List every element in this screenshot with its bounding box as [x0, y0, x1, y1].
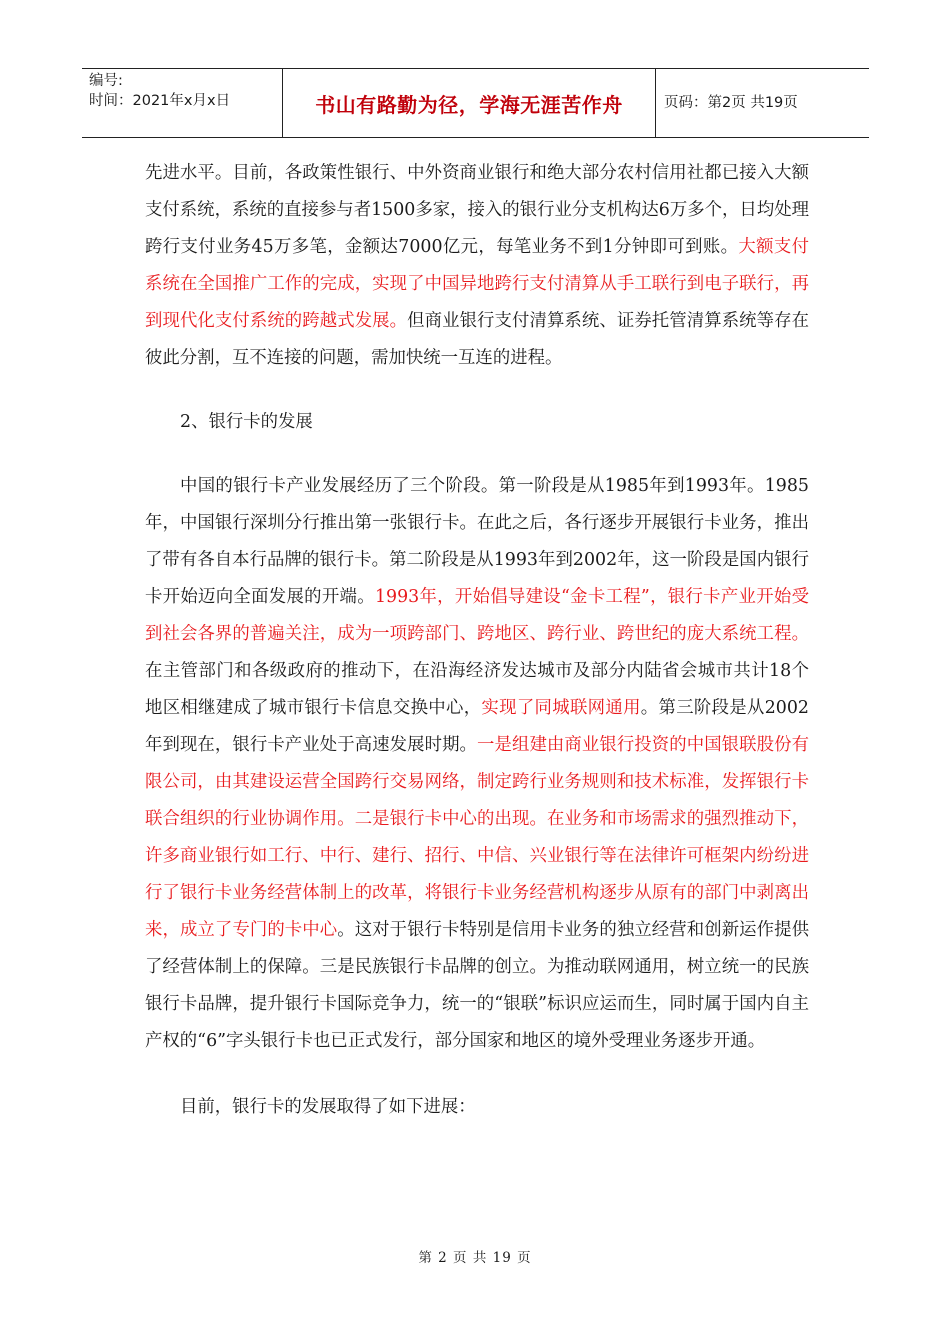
header-meta-cell — [82, 69, 283, 137]
section-heading-text: 2、银行卡的发展 — [180, 412, 313, 432]
highlighted-text-segment: 1993年，开始倡导建设“金卡工程”，银行卡产业开始受到社会各界的普遍关注，成为一项跨部门、跨地区、跨行业、跨世纪的庞大系统工程。 — [145, 587, 809, 644]
document-number-label: 编号: — [89, 73, 123, 89]
document-date-label: 时间：2021年x月x日 — [89, 93, 231, 109]
text-segment: 先进水平。目前，各政策性银行、中外资商业银行和绝大部分农村信用社都已接入大额支付系统，系统的直接参与者1500多家，接入的银行业分支机构达6万多个，日均处理跨行支付业务45万多笔，金额达7000亿元，每笔业务不到1分钟即可到账。 — [145, 163, 809, 257]
text-segment: 但商业银行支付清算系统、证券托管清算系统等存在彼此分割，互不连接的问题，需加快统一互连的进程。 — [145, 311, 809, 368]
paragraph-payment-system — [145, 155, 809, 377]
text-segment: 。这对于银行卡特别是信用卡业务的独立经营和创新运作提供了经营体制上的保障。三是民族银行卡品牌的创立。为推动联网通用，树立统一的民族银行卡品牌，提升银行卡国际竞争力，统一的“银联”标识应运而生，同时属于国内自主产权的“6”字头银行卡也已正式发行，部分国家和地区的境外受理业务逐步开通。 — [145, 920, 809, 1051]
highlighted-text-segment: 大额支付系统在全国推广工作的完成，实现了中国异地跨行支付清算从手工联行到电子联行，再到现代化支付系统的跨越式发展。 — [145, 237, 809, 331]
document-body — [145, 155, 809, 1126]
text-segment: 中国的银行卡产业发展经历了三个阶段。第一阶段是从1985年到1993年。1985年，中国银行深圳分行推出第一张银行卡。在此之后，各行逐步开展银行卡业务，推出了带有各自本行品牌的银行卡。第二阶段是从1993年到2002年，这一阶段是国内银行卡开始迈向全面发展的开端。 — [145, 476, 809, 607]
highlighted-text-segment: 实现了同城联网通用 — [481, 698, 641, 718]
header-motto: 书山有路勤为径，学海无涯苦作舟 — [283, 69, 656, 137]
paragraph-current-progress — [145, 1089, 809, 1126]
header-page-label: 页码：第2页 共19页 — [664, 95, 798, 111]
text-segment: 。第三阶段是从2002年到现在，银行卡产业处于高速发展时期。 — [145, 698, 809, 755]
page-footer: 第 2 页 共 19 页 — [418, 1250, 532, 1266]
paragraph-bank-card-history — [145, 468, 809, 1060]
text-segment: 目前，银行卡的发展取得了如下进展： — [180, 1097, 476, 1117]
section-heading-bank-card — [145, 404, 809, 441]
text-segment: 在主管部门和各级政府的推动下，在沿海经济发达城市及部分内陆省会城市共计18个地区相继建成了城市银行卡信息交换中心， — [145, 661, 809, 718]
highlighted-text-segment: 一是组建由商业银行投资的中国银联股份有限公司，由其建设运营全国跨行交易网络，制定跨行业务规则和技术标准，发挥银行卡联合组织的行业协调作用。二是银行卡中心的出现。在业务和市场需求的强烈推动下，许多商业银行如工行、中行、建行、招行、中信、兴业银行等在法律许可框架内纷纷进行了银行卡业务经营体制上的改革，将银行卡业务经营机构逐步从原有的部门中剥离出来，成立了专门的卡中心 — [145, 735, 809, 940]
header-table — [82, 68, 869, 138]
